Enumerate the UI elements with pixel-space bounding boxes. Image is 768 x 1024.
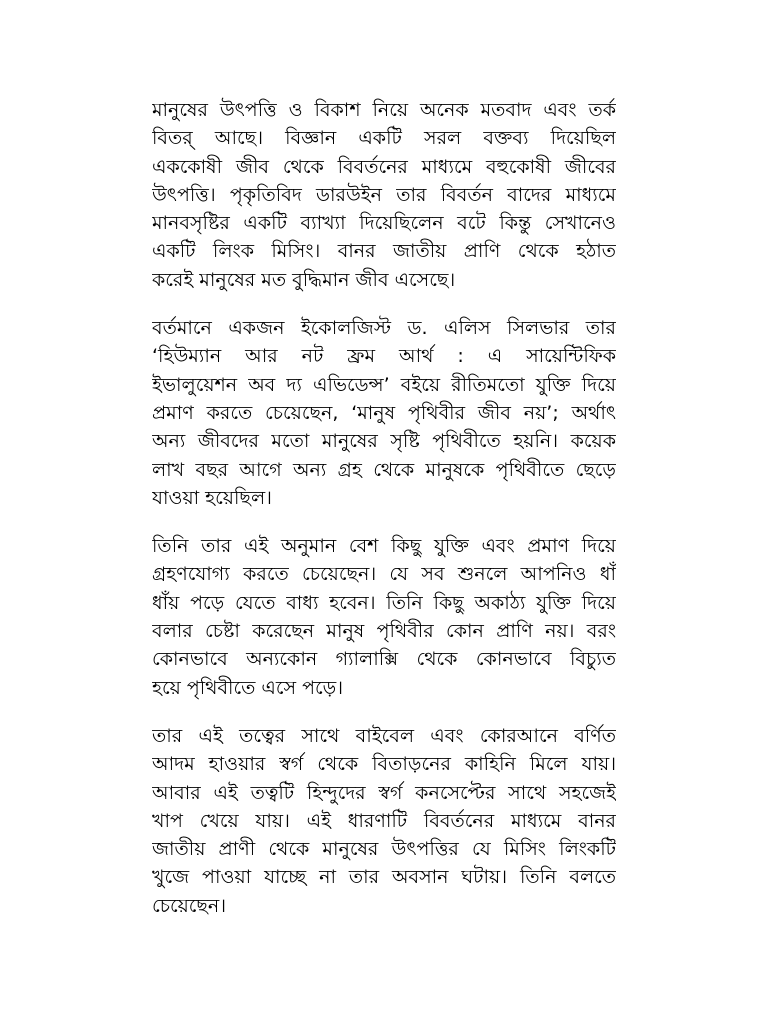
text-line: একটি লিংক মিসিং। বানর জাতীয় প্রাণি থেকে হঠাত: [152, 240, 616, 263]
text-line: বলার চেষ্টা করেছেন মানুষ পৃথিবীর কোন প্রাণি নয়। বরং: [152, 620, 616, 643]
text-line: প্রমাণ করতে চেয়েছেন, ‘মানুষ পৃথিবীর জীব নয়’; অর্থাৎ: [152, 401, 616, 424]
text-line: তার এই তত্বের সাথে বাইবেল এবং কোরআনে বর্ণিত: [152, 724, 616, 747]
text-line: গ্রহণযোগ্য করতে চেয়েছেন। যে সব শুনলে আপনিও ধাঁ: [152, 563, 616, 586]
text-line: ইভালুয়েশন অব দ্য এভিডেন্স’ বইয়ে রীতিমতো যুক্তি দিয়ে: [152, 373, 616, 396]
text-line: মানুষের উৎপত্তি ও বিকাশ নিয়ে অনেক মতবাদ এবং তর্ক: [152, 99, 616, 121]
text-line: এককোষী জীব থেকে বিবর্তনের মাধ্যমে বহুকোষী জীবের: [152, 155, 616, 178]
text-line: যাওয়া হয়েছিল।: [152, 486, 272, 509]
text-line: চেয়েছেন।: [152, 894, 227, 917]
text-line: হয়ে পৃথিবীতে এসে পড়ে।: [152, 676, 343, 699]
paragraph-1: [152, 96, 616, 294]
text-line: খাপ খেয়ে যায়। এই ধারণাটি বিবর্তনের মাধ্যমে বানর: [152, 809, 616, 832]
text-line: কোনভাবে অন্যকোন গ্যালাক্সি থেকে কোনভাবে বিচ্যুত: [152, 648, 616, 671]
text-line: তিনি তার এই অনুমান বেশ কিছু যুক্তি এবং প্রমাণ দিয়ে: [152, 535, 616, 558]
text-line: করেই মানুষের মত বুদ্ধিমান জীব এসেছে।: [152, 268, 456, 291]
text-line: খুজে পাওয়া যাচ্ছে না তার অবসান ঘটায়। তিনি বলতে: [152, 866, 616, 889]
text-line: বিতর্ আছে। বিজ্ঞান একটি সরল বক্তব্য দিয়েছিল: [152, 127, 616, 150]
paragraph-4: [152, 722, 616, 920]
text-line: অন্য জীবদের মতো মানুষের সৃষ্টি পৃথিবীতে হয়নি। কয়েক: [152, 430, 616, 453]
text-line: বর্তমানে একজন ইকোলজিস্ট ড. এলিস সিলভার তার: [152, 317, 616, 340]
text-line: জাতীয় প্রাণী থেকে মানুষের উৎপত্তির যে মিসিং লিংকটি: [152, 838, 616, 861]
text-line: উৎপত্তি। পৃকৃতিবিদ ডারউইন তার বিবর্তন বাদের মাধ্যমে: [152, 183, 616, 206]
paragraph-3: [152, 532, 616, 702]
text-line: ‘হিউম্যান আর নট ফ্রম আর্থ : এ সায়েন্টিফিক: [152, 345, 616, 368]
document-body: [152, 96, 616, 940]
paragraph-2: [152, 314, 616, 512]
text-line: আবার এই তত্বটি হিন্দুদের স্বর্গ কনসেপ্টের সাথে সহজেই: [152, 781, 616, 804]
text-line: মানবসৃষ্টির একটি ব্যাখ্যা দিয়েছিলেন বটে কিন্তু সেখানেও: [152, 212, 616, 235]
text-line: আদম হাওয়ার স্বর্গ থেকে বিতাড়নের কাহিনি মিলে যায়।: [152, 753, 616, 776]
text-line: ধাঁয় পড়ে যেতে বাধ্য হবেন। তিনি কিছু অকাঠ্য যুক্তি দিয়ে: [152, 591, 616, 614]
text-line: লাখ বছর আগে অন্য গ্রহ থেকে মানুষকে পৃথিবীতে ছেড়ে: [152, 458, 616, 481]
